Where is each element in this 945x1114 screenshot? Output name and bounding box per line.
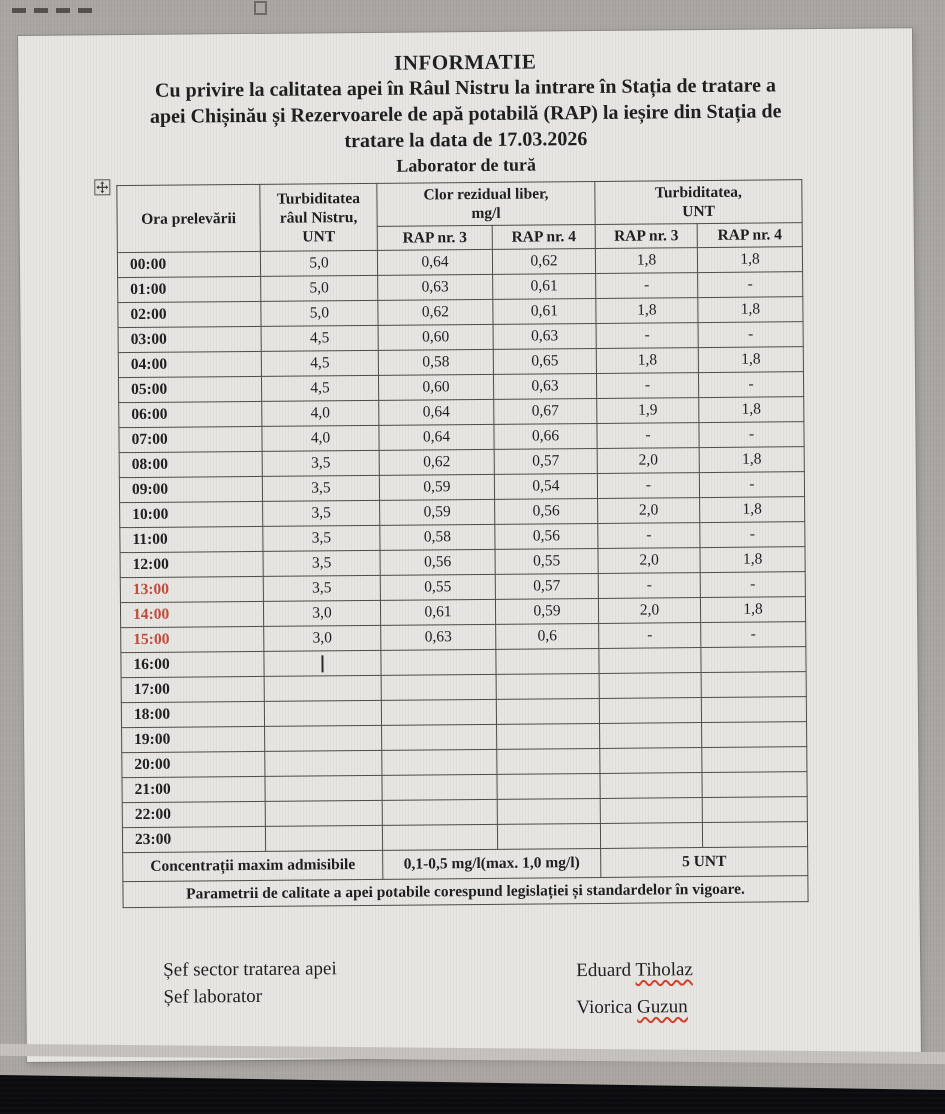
cell-time[interactable]: 06:00: [119, 401, 262, 427]
header-turbidity-nistru[interactable]: Turbiditatea râul Nistru, UNT: [260, 183, 378, 251]
table-body: [117, 247, 807, 853]
header-turbidity-rap4[interactable]: RAP nr. 4: [697, 223, 802, 248]
cell-chlorine-rap3[interactable]: 0,55: [380, 574, 495, 600]
cell-chlorine-rap3[interactable]: 0,58: [378, 349, 493, 375]
signature-name-2[interactable]: [576, 996, 687, 1019]
cell-turbidity-rap4[interactable]: -: [700, 522, 805, 548]
cell-chlorine-rap4[interactable]: 0,55: [495, 548, 598, 574]
cell-turbidity-nistru[interactable]: 3,5: [263, 500, 380, 526]
cell-chlorine-rap3[interactable]: 0,59: [379, 474, 494, 500]
cell-turbidity-nistru[interactable]: 4,0: [262, 400, 379, 426]
document-subtitle-line-3[interactable]: tratare la data de 17.03.2026: [344, 128, 588, 153]
cell-turbidity-nistru[interactable]: [264, 700, 381, 726]
cell-turbidity-rap4[interactable]: -: [699, 472, 804, 498]
cell-turbidity-nistru[interactable]: [264, 650, 381, 676]
cell-turbidity-nistru[interactable]: 3,5: [262, 450, 379, 476]
table-footer: [123, 847, 808, 908]
signature-name-1-last: Tiholaz: [635, 959, 693, 981]
document-subheading[interactable]: Laborator de tură: [396, 154, 537, 176]
cell-turbidity-rap4[interactable]: 1,8: [699, 447, 804, 473]
cell-time[interactable]: 09:00: [119, 476, 262, 502]
cell-turbidity-rap4[interactable]: 1,8: [699, 397, 804, 423]
cell-chlorine-rap3[interactable]: [381, 699, 496, 725]
header-time[interactable]: Ora prelevării: [117, 184, 261, 252]
cell-chlorine-rap4[interactable]: [496, 648, 599, 674]
cell-chlorine-rap3[interactable]: [381, 649, 496, 675]
cell-chlorine-rap3[interactable]: 0,60: [378, 324, 493, 350]
cell-chlorine-rap3[interactable]: 0,64: [377, 249, 492, 275]
cell-turbidity-nistru[interactable]: [264, 675, 381, 701]
four-way-arrow-icon: [96, 181, 108, 193]
cell-turbidity-rap3[interactable]: -: [596, 273, 698, 299]
cell-turbidity-rap4[interactable]: 1,8: [700, 597, 805, 623]
signature-label-2[interactable]: Șef laborator: [163, 985, 263, 1008]
cell-turbidity-rap4[interactable]: [702, 772, 807, 798]
cell-chlorine-rap4[interactable]: [497, 773, 600, 799]
cell-turbidity-rap4[interactable]: -: [701, 622, 806, 648]
cell-chlorine-rap3[interactable]: 0,63: [381, 624, 496, 650]
cell-turbidity-rap4[interactable]: [701, 672, 806, 698]
cma-label[interactable]: Concentrații maxim admisibile: [123, 850, 383, 881]
cell-chlorine-rap4[interactable]: 0,57: [495, 573, 598, 599]
cell-chlorine-rap4[interactable]: 0,63: [493, 373, 596, 399]
cell-turbidity-nistru[interactable]: 3,5: [262, 475, 379, 501]
cell-turbidity-nistru[interactable]: [265, 775, 382, 801]
document-header: [18, 46, 913, 181]
cell-time[interactable]: 17:00: [121, 676, 264, 702]
cell-turbidity-nistru[interactable]: 4,5: [261, 325, 378, 351]
cell-time[interactable]: 16:00: [121, 651, 264, 677]
cell-chlorine-rap4[interactable]: [497, 823, 600, 849]
cell-time[interactable]: 08:00: [119, 451, 262, 477]
cell-time[interactable]: 21:00: [122, 776, 265, 802]
cell-time[interactable]: 13:00: [120, 576, 263, 602]
cell-turbidity-rap3[interactable]: -: [599, 623, 701, 649]
cell-chlorine-rap3[interactable]: 0,62: [379, 449, 494, 475]
table-header: [117, 180, 803, 253]
cell-chlorine-rap3[interactable]: [382, 824, 497, 850]
compliance-note[interactable]: Parametrii de calitate a apei potabile corespund legislației și standardelor în vigoare.: [123, 876, 808, 908]
cell-time[interactable]: 01:00: [118, 276, 261, 302]
cell-turbidity-rap4[interactable]: 1,8: [698, 347, 803, 373]
cell-turbidity-nistru[interactable]: [265, 725, 382, 751]
header-turbidity-rap3[interactable]: RAP nr. 3: [595, 224, 697, 249]
cell-turbidity-nistru[interactable]: [265, 825, 382, 851]
cell-chlorine-rap4[interactable]: 0,6: [496, 623, 599, 649]
signature-name-1[interactable]: [576, 959, 693, 982]
cell-turbidity-rap4[interactable]: -: [698, 272, 803, 298]
cell-chlorine-rap3[interactable]: [382, 774, 497, 800]
cell-chlorine-rap4[interactable]: 0,61: [493, 298, 596, 324]
cell-chlorine-rap4[interactable]: 0,56: [495, 498, 598, 524]
cell-turbidity-rap3[interactable]: [599, 698, 701, 724]
cell-turbidity-nistru[interactable]: [265, 800, 382, 826]
cell-turbidity-rap3[interactable]: 2,0: [598, 598, 700, 624]
text-cursor: [322, 655, 324, 672]
cell-time[interactable]: 20:00: [122, 751, 265, 777]
cell-turbidity-rap4[interactable]: [702, 822, 807, 848]
cell-turbidity-rap4[interactable]: [702, 797, 807, 823]
cell-turbidity-nistru[interactable]: 3,5: [263, 525, 380, 551]
cell-turbidity-rap4[interactable]: 1,8: [698, 297, 803, 323]
cell-time[interactable]: 05:00: [118, 376, 261, 402]
cell-chlorine-rap4[interactable]: 0,65: [493, 348, 596, 374]
cell-chlorine-rap4[interactable]: 0,67: [494, 398, 597, 424]
signature-label-1[interactable]: Șef sector tratarea apei: [163, 958, 337, 981]
cell-chlorine-rap4[interactable]: [497, 723, 600, 749]
cell-chlorine-rap3[interactable]: 0,60: [378, 374, 493, 400]
cell-turbidity-rap4[interactable]: [702, 722, 807, 748]
cell-turbidity-nistru[interactable]: 4,5: [261, 375, 378, 401]
cell-turbidity-rap3[interactable]: 1,9: [597, 398, 699, 424]
cell-turbidity-rap3[interactable]: 1,8: [596, 348, 698, 374]
cell-turbidity-nistru[interactable]: 5,0: [261, 300, 378, 326]
cell-chlorine-rap4[interactable]: [497, 748, 600, 774]
cell-chlorine-rap3[interactable]: 0,58: [380, 524, 495, 550]
cell-turbidity-rap3[interactable]: -: [598, 523, 700, 549]
cell-turbidity-nistru[interactable]: 3,5: [263, 550, 380, 576]
cell-turbidity-rap3[interactable]: 2,0: [598, 498, 700, 524]
cell-turbidity-rap4[interactable]: -: [698, 322, 803, 348]
cell-time[interactable]: 07:00: [119, 426, 262, 452]
cell-turbidity-rap3[interactable]: [600, 773, 702, 799]
water-quality-table: [116, 179, 808, 908]
cell-turbidity-rap4[interactable]: -: [699, 422, 804, 448]
cell-turbidity-nistru[interactable]: 5,0: [261, 275, 378, 301]
document-subtitle-line-2[interactable]: apei Chișinău și Rezervoarele de apă potabilă (RAP) la ieșire din Stația de: [149, 100, 782, 128]
cell-time[interactable]: 02:00: [118, 301, 261, 327]
cell-chlorine-rap4[interactable]: [496, 698, 599, 724]
cell-turbidity-nistru[interactable]: 5,0: [260, 250, 377, 276]
cell-turbidity-rap3[interactable]: -: [596, 323, 698, 349]
cell-chlorine-rap4[interactable]: 0,66: [494, 423, 597, 449]
cell-time[interactable]: 18:00: [121, 701, 264, 727]
cell-chlorine-rap4[interactable]: 0,62: [492, 248, 595, 274]
cell-chlorine-rap3[interactable]: [382, 724, 497, 750]
cell-turbidity-rap3[interactable]: -: [598, 573, 700, 599]
cell-turbidity-rap4[interactable]: 1,8: [697, 247, 802, 273]
cell-turbidity-rap4[interactable]: [701, 647, 806, 673]
cell-chlorine-rap3[interactable]: 0,64: [379, 399, 494, 425]
cell-turbidity-rap3[interactable]: [599, 648, 701, 674]
cell-turbidity-rap4[interactable]: [701, 697, 806, 723]
table-move-handle-icon[interactable]: [94, 179, 110, 195]
cell-chlorine-rap4[interactable]: [496, 673, 599, 699]
document-page: [18, 28, 921, 1062]
cell-turbidity-rap3[interactable]: [600, 748, 702, 774]
cell-chlorine-rap4[interactable]: 0,54: [494, 473, 597, 499]
cell-turbidity-rap3[interactable]: -: [597, 423, 699, 449]
cell-chlorine-rap3[interactable]: 0,62: [378, 299, 493, 325]
cell-turbidity-rap4[interactable]: -: [698, 372, 803, 398]
cell-turbidity-rap4[interactable]: 1,8: [700, 497, 805, 523]
cell-chlorine-rap3[interactable]: [382, 749, 497, 775]
cell-turbidity-nistru[interactable]: 4,5: [261, 350, 378, 376]
cell-turbidity-rap3[interactable]: [600, 798, 702, 824]
cell-chlorine-rap4[interactable]: 0,57: [494, 448, 597, 474]
header-turbidity-group[interactable]: Turbiditatea, UNT: [595, 180, 802, 225]
cell-turbidity-rap3[interactable]: [600, 823, 702, 849]
signature-name-2-last: Guzun: [637, 996, 688, 1018]
cell-chlorine-rap4[interactable]: 0,63: [493, 323, 596, 349]
cell-time[interactable]: 15:00: [121, 626, 264, 652]
toolbar-fragment-icons: [12, 0, 122, 6]
cell-time[interactable]: 22:00: [122, 801, 265, 827]
cell-chlorine-rap3[interactable]: [381, 674, 496, 700]
cell-turbidity-rap3[interactable]: 1,8: [596, 298, 698, 324]
cell-turbidity-nistru[interactable]: 3,0: [264, 625, 381, 651]
signature-name-1-first: Eduard: [576, 959, 632, 982]
cell-chlorine-rap3[interactable]: 0,56: [380, 549, 495, 575]
cell-turbidity-nistru[interactable]: [265, 750, 382, 776]
cell-time[interactable]: 23:00: [122, 826, 265, 852]
cell-turbidity-nistru[interactable]: 3,0: [263, 600, 380, 626]
document-subtitle-line-1[interactable]: Cu privire la calitatea apei în Râul Nistru la intrare în Stația de tratare a: [154, 74, 777, 102]
ruler-marker-icon: [254, 1, 267, 15]
header-chlorine-group[interactable]: Clor rezidual liber, mg/l: [377, 181, 595, 226]
header-chlorine-rap4[interactable]: RAP nr. 4: [492, 224, 595, 249]
header-chlorine-rap3[interactable]: RAP nr. 3: [377, 225, 492, 250]
cell-chlorine-rap3[interactable]: 0,63: [378, 274, 493, 300]
cell-turbidity-rap4[interactable]: [702, 747, 807, 773]
cell-turbidity-rap3[interactable]: -: [597, 473, 699, 499]
cell-time[interactable]: 03:00: [118, 326, 261, 352]
document-title[interactable]: INFORMATIE: [394, 49, 537, 75]
cell-turbidity-nistru[interactable]: 4,0: [262, 425, 379, 451]
cell-time[interactable]: 14:00: [120, 601, 263, 627]
cell-turbidity-rap3[interactable]: [600, 723, 702, 749]
monitor-bezel: [0, 1058, 945, 1114]
cell-turbidity-nistru[interactable]: 3,5: [263, 575, 380, 601]
cell-time[interactable]: 11:00: [120, 526, 263, 552]
cell-chlorine-rap3[interactable]: [382, 799, 497, 825]
cell-time[interactable]: 10:00: [120, 501, 263, 527]
cell-time[interactable]: 19:00: [122, 726, 265, 752]
cell-turbidity-rap3[interactable]: 1,8: [595, 248, 697, 274]
cell-turbidity-rap3[interactable]: 2,0: [598, 548, 700, 574]
cell-time[interactable]: 12:00: [120, 551, 263, 577]
cell-chlorine-rap3[interactable]: 0,61: [380, 599, 495, 625]
cell-turbidity-rap4[interactable]: 1,8: [700, 547, 805, 573]
cell-chlorine-rap4[interactable]: 0,59: [495, 598, 598, 624]
data-table-container: [116, 179, 808, 908]
cell-turbidity-rap3[interactable]: 2,0: [597, 448, 699, 474]
cell-chlorine-rap4[interactable]: [497, 798, 600, 824]
cell-turbidity-rap4[interactable]: -: [700, 572, 805, 598]
cell-chlorine-rap4[interactable]: 0,56: [495, 523, 598, 549]
signature-name-2-first: Viorica: [576, 996, 633, 1019]
cell-time[interactable]: 04:00: [118, 351, 261, 377]
cell-chlorine-rap3[interactable]: 0,59: [380, 499, 495, 525]
cell-chlorine-rap4[interactable]: 0,61: [493, 273, 596, 299]
cma-turbidity-limit[interactable]: 5 UNT: [601, 847, 808, 878]
cma-chlorine-limit[interactable]: 0,1-0,5 mg/l(max. 1,0 mg/l): [383, 848, 601, 879]
cell-turbidity-rap3[interactable]: [599, 673, 701, 699]
cell-turbidity-rap3[interactable]: -: [596, 373, 698, 399]
cell-chlorine-rap3[interactable]: 0,64: [379, 424, 494, 450]
cell-time[interactable]: 00:00: [117, 251, 260, 277]
note-row: [123, 876, 808, 908]
